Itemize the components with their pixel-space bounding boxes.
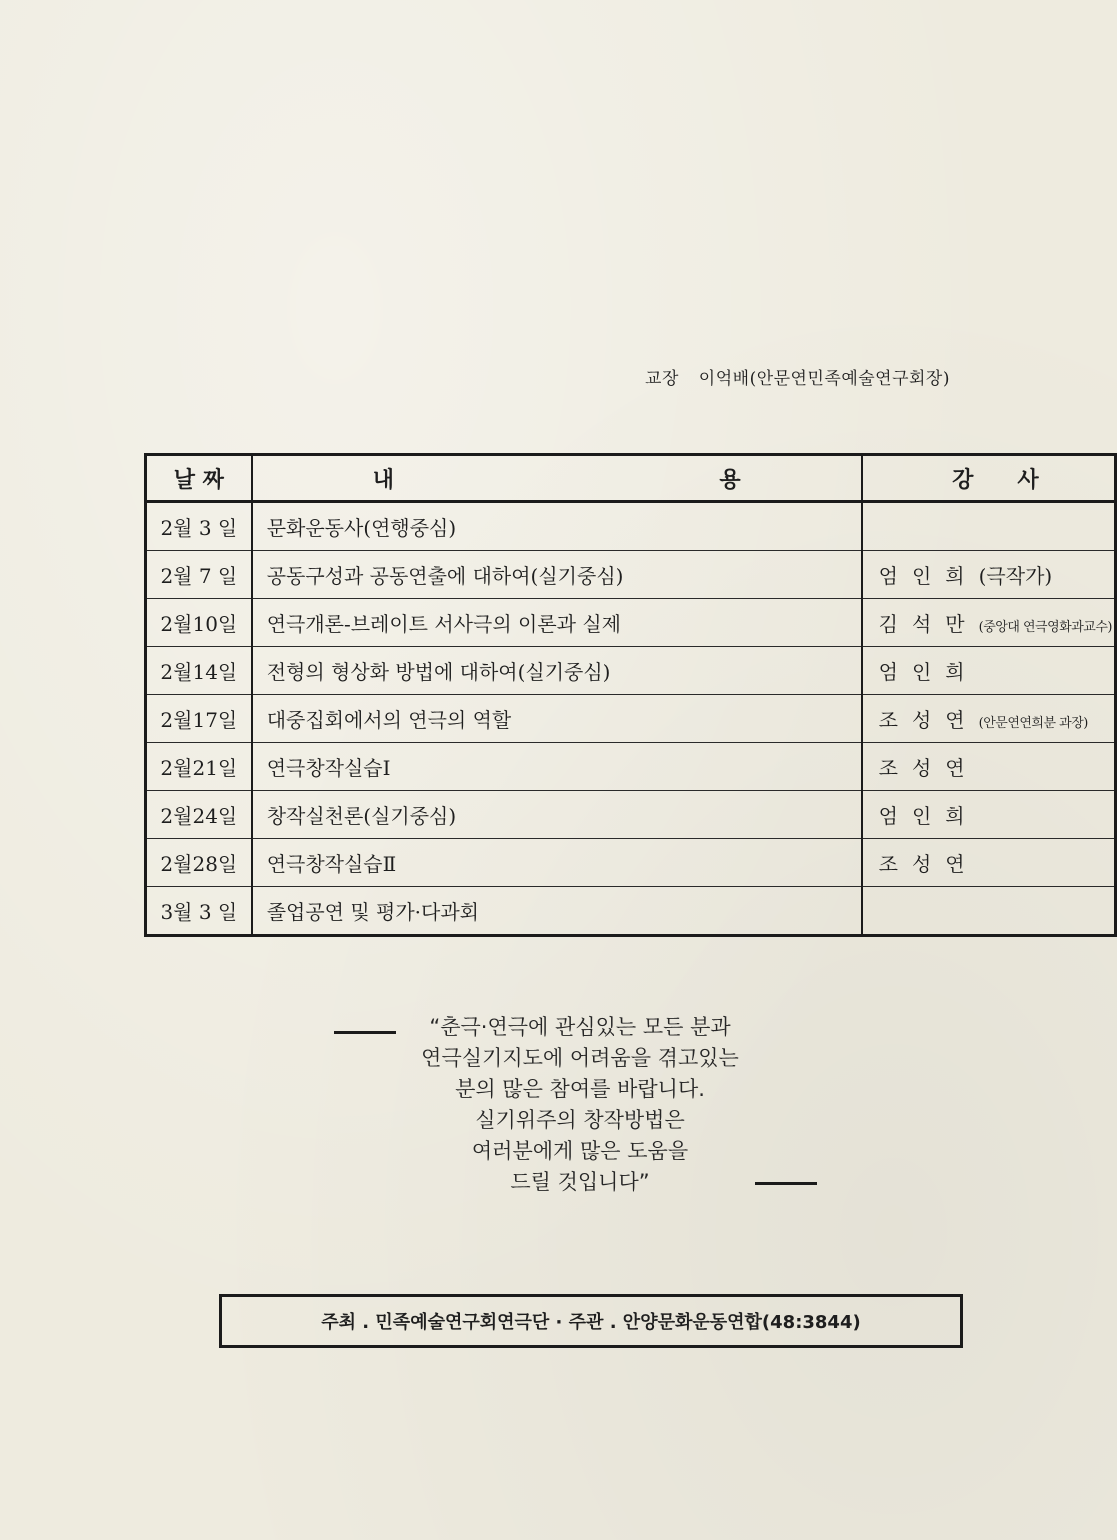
row-date: 2월24일	[146, 791, 252, 839]
schedule-header-row	[146, 455, 1116, 502]
row-lecturer	[862, 887, 1116, 936]
table-row	[146, 743, 1116, 791]
row-topic: 문화운동사(연행중심)	[252, 502, 862, 551]
quote-dash-right	[755, 1182, 817, 1185]
header-topic-left: 내	[372, 467, 394, 493]
row-topic: 공동구성과 공동연출에 대하여(실기중심)	[252, 551, 862, 599]
table-row	[146, 599, 1116, 647]
row-date: 2월 3 일	[146, 502, 252, 551]
lecturer-affiliation: (안문연연희분 과장)	[978, 716, 1088, 731]
row-topic: 대중집회에서의 연극의 역할	[252, 695, 862, 743]
row-topic: 전형의 형상화 방법에 대하여(실기중심)	[252, 647, 862, 695]
principal-affiliation: (안문연민족예술연구회장)	[749, 369, 950, 389]
lecturer-name: 엄인희	[878, 564, 979, 588]
quote-line: 드릴 것입니다”	[510, 1170, 650, 1194]
quote-line: “춘극·연극에 관심있는 모든 분과	[429, 1015, 731, 1039]
lecturer-affiliation: (극작가)	[978, 564, 1053, 588]
table-row	[146, 502, 1116, 551]
lecturer-name: 김석만	[878, 612, 979, 636]
lecturer-name: 엄인희	[878, 660, 979, 684]
quote-line: 여러분에게 많은 도움을	[471, 1139, 689, 1163]
lecturer-name: 조성연	[878, 852, 979, 876]
header-lecturer	[862, 455, 1116, 502]
header-date: 날 짜	[146, 455, 252, 502]
header-lecturer-right: 사	[1017, 467, 1039, 493]
quote-line: 연극실기지도에 어려움을 겪고있는	[421, 1046, 739, 1070]
row-topic: 연극개론-브레이트 서사극의 이론과 실제	[252, 599, 862, 647]
row-lecturer	[862, 743, 1116, 791]
header-topic	[252, 455, 862, 502]
row-date: 2월28일	[146, 839, 252, 887]
principal-role: 교장	[645, 369, 679, 389]
row-lecturer	[862, 551, 1116, 599]
row-lecturer	[862, 791, 1116, 839]
table-row	[146, 839, 1116, 887]
lecturer-name: 엄인희	[878, 804, 979, 828]
table-row	[146, 551, 1116, 599]
row-date: 2월10일	[146, 599, 252, 647]
row-date: 2월 7 일	[146, 551, 252, 599]
principal-name: 이억배	[698, 369, 750, 389]
row-lecturer	[862, 502, 1116, 551]
organizer-text: 주최 . 민족예술연구회연극단 · 주관 . 안양문화운동연합(48:3844)	[321, 1312, 861, 1333]
row-topic: 졸업공연 및 평가·다과회	[252, 887, 862, 936]
row-lecturer	[862, 599, 1116, 647]
table-row	[146, 791, 1116, 839]
quote-line: 분의 많은 참여를 바랍니다.	[455, 1077, 705, 1101]
schedule-table	[144, 453, 1117, 937]
row-date: 2월14일	[146, 647, 252, 695]
organizer-box	[219, 1294, 963, 1348]
header-lecturer-left: 강	[952, 467, 974, 493]
row-lecturer	[862, 695, 1116, 743]
lecturer-affiliation: (중앙대 연극영화과교수)	[978, 620, 1112, 635]
lecturer-name: 조성연	[878, 708, 979, 732]
row-topic: 창작실천론(실기중심)	[252, 791, 862, 839]
row-topic: 연극창작실습Ⅰ	[252, 743, 862, 791]
principal-line	[560, 364, 950, 389]
table-row	[146, 887, 1116, 936]
quote-line: 실기위주의 창작방법은	[475, 1108, 685, 1132]
row-date: 3월 3 일	[146, 887, 252, 936]
row-lecturer	[862, 839, 1116, 887]
row-topic: 연극창작실습Ⅱ	[252, 839, 862, 887]
table-row	[146, 695, 1116, 743]
table-row	[146, 647, 1116, 695]
row-date: 2월17일	[146, 695, 252, 743]
invitation-quote	[340, 1012, 820, 1198]
row-lecturer	[862, 647, 1116, 695]
lecturer-name: 조성연	[878, 756, 979, 780]
row-date: 2월21일	[146, 743, 252, 791]
header-topic-right: 용	[719, 467, 741, 493]
